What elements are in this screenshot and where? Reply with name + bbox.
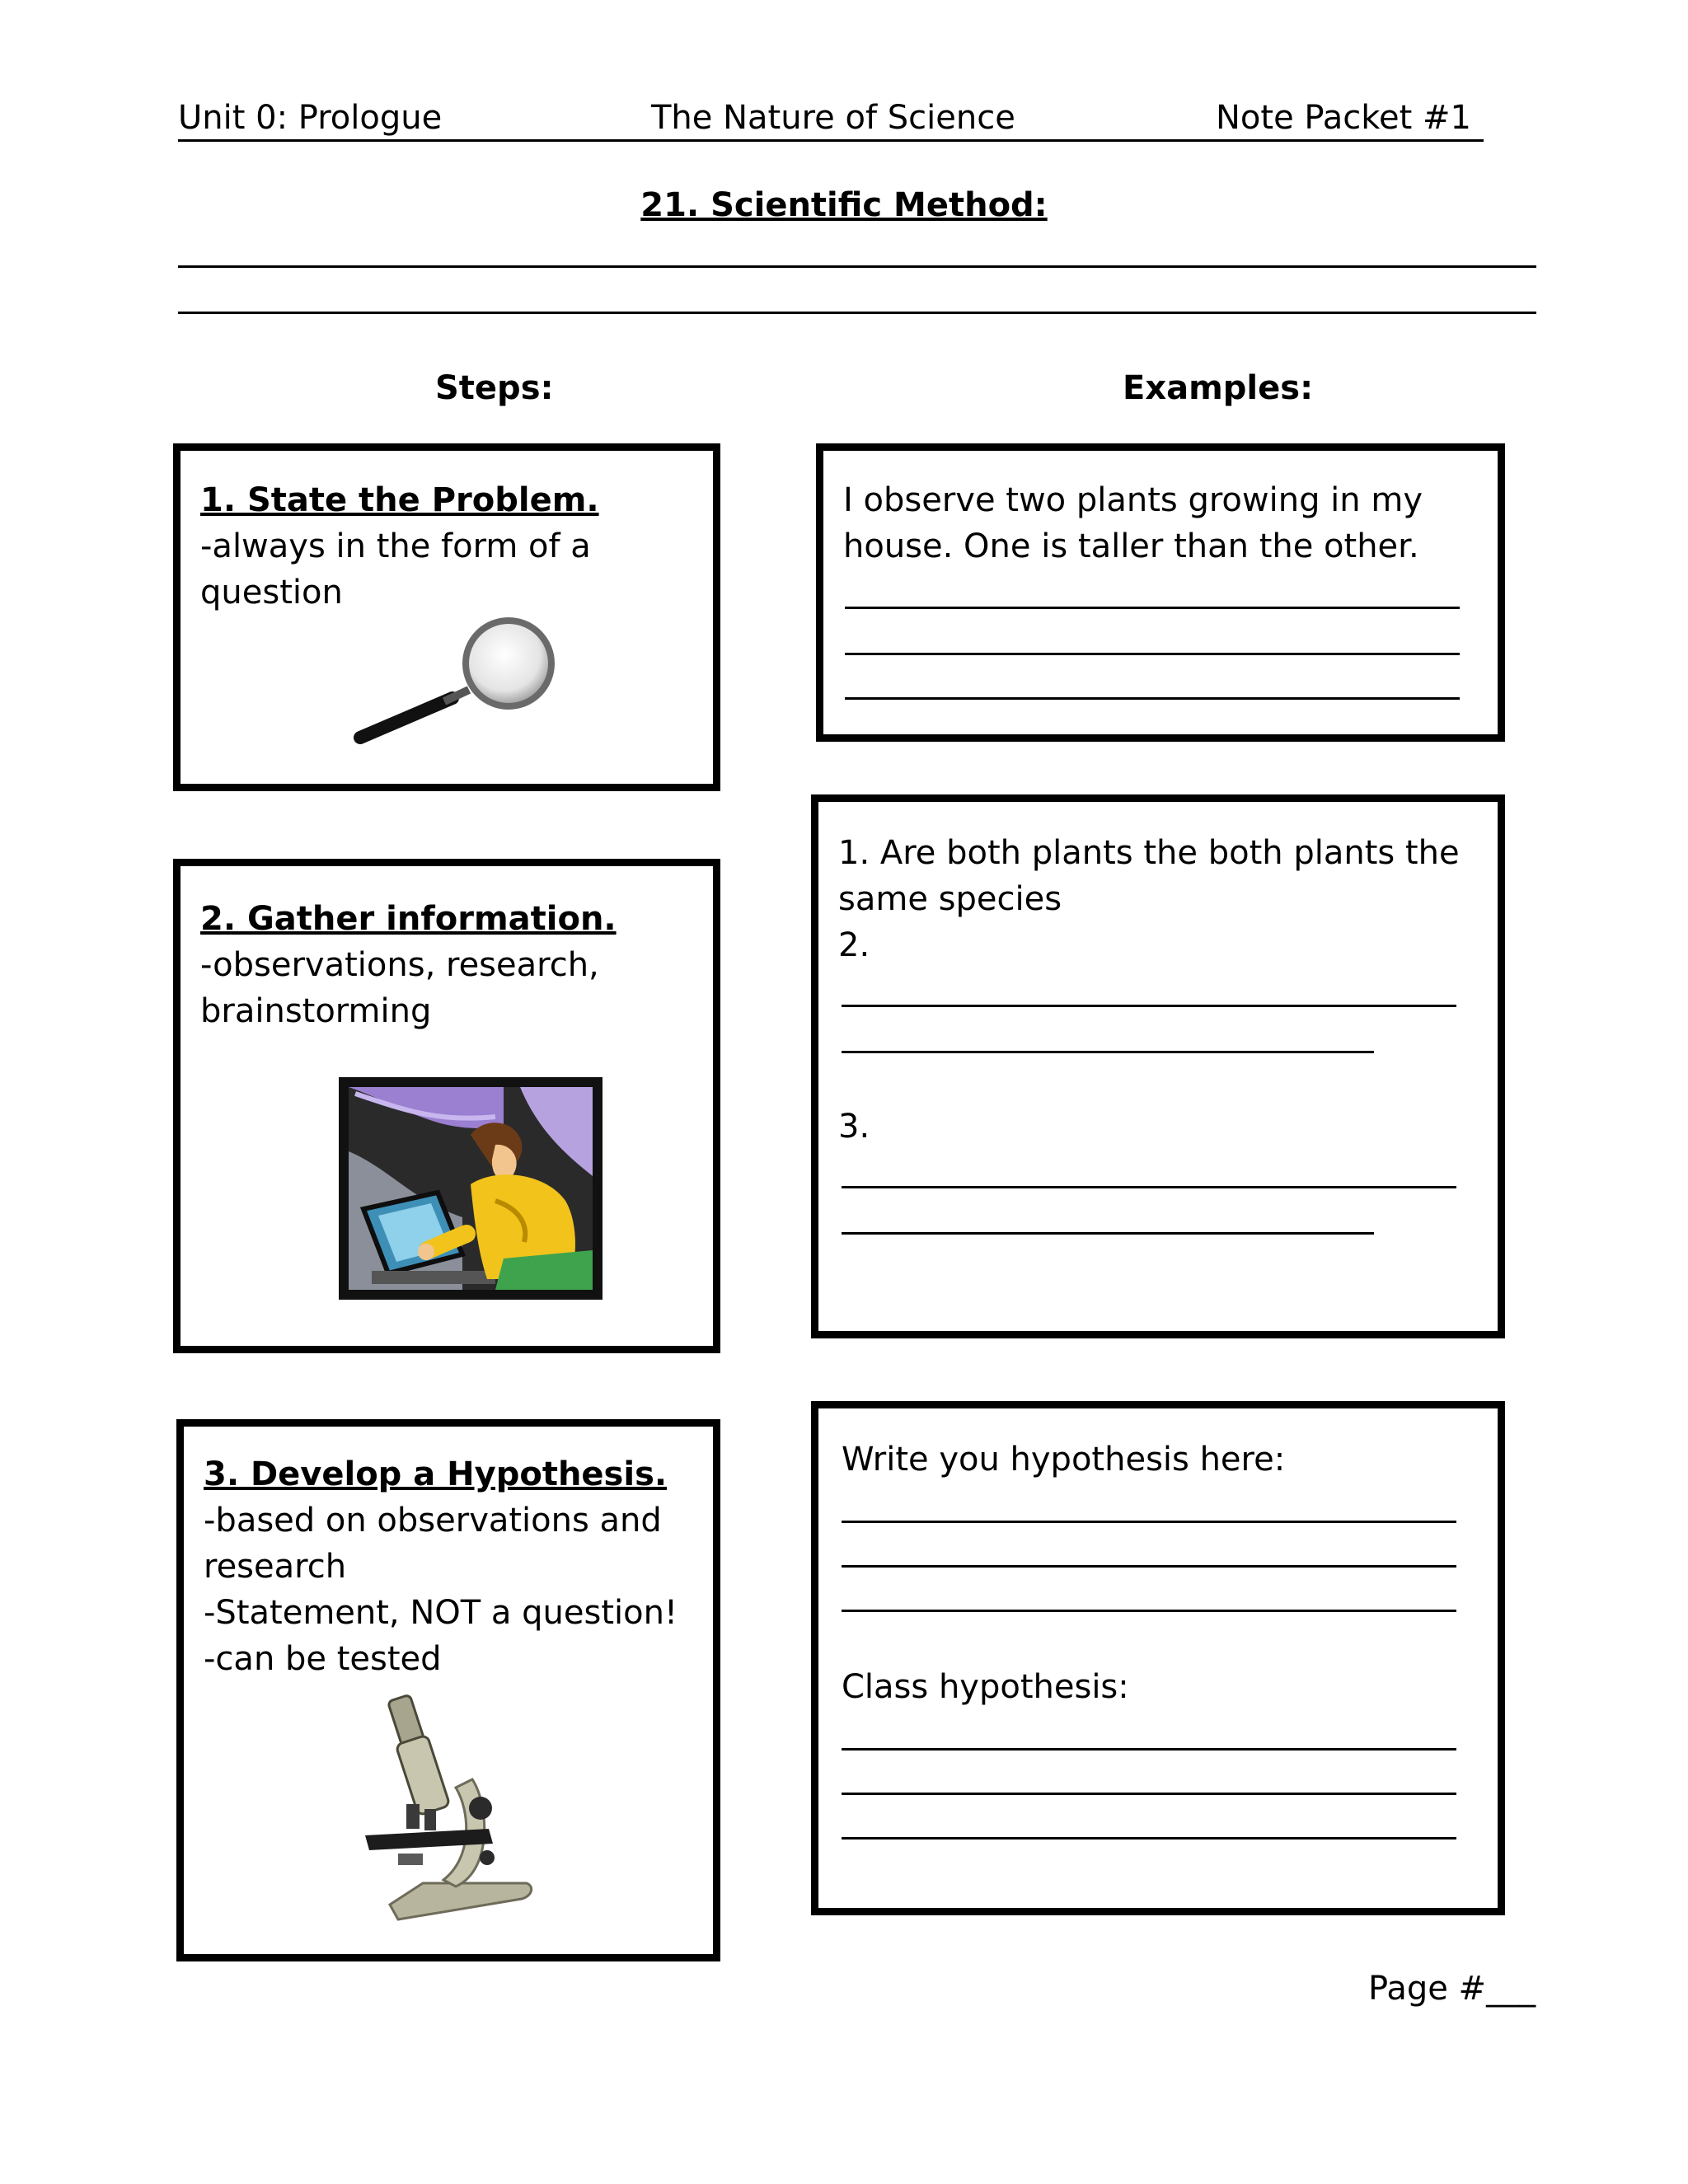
class-hypothesis-prompt: Class hypothesis: [842, 1668, 1129, 1706]
answer-line[interactable] [842, 1521, 1456, 1523]
page-number-label: Page #___ [1368, 1970, 1536, 2008]
definition-line-1 [178, 265, 1536, 268]
answer-line[interactable] [842, 1793, 1456, 1795]
examples-heading: Examples: [1123, 369, 1314, 407]
packet-label: Note Packet #1 [1216, 99, 1471, 137]
person-at-computer-icon [339, 1077, 603, 1300]
answer-line[interactable] [842, 1837, 1456, 1840]
answer-line[interactable] [845, 607, 1460, 609]
step-3-title: 3. Develop a Hypothesis. [204, 1455, 668, 1493]
example-1-line-1: I observe two plants growing in my [843, 481, 1423, 519]
answer-line[interactable] [842, 1186, 1456, 1188]
example-1-box [816, 443, 1505, 742]
magnifying-glass-icon [345, 607, 576, 756]
steps-heading: Steps: [435, 369, 554, 407]
header-rule [178, 139, 1484, 142]
example-1-line-2: house. One is taller than the other. [843, 527, 1419, 565]
step-1-line-1: -always in the form of a [200, 527, 591, 565]
step-1-box [173, 443, 720, 791]
example-2-item-1-cont: same species [838, 880, 1062, 918]
step-2-title: 2. Gather information. [200, 900, 617, 938]
microscope-icon [349, 1689, 546, 1936]
step-2-box [173, 859, 720, 1353]
example-2-item-1: 1. Are both plants the both plants the [838, 834, 1460, 872]
example-2-box [811, 794, 1505, 1338]
document-title: The Nature of Science [651, 99, 1015, 137]
step-2-line-1: -observations, research, [200, 946, 599, 984]
answer-line[interactable] [842, 1232, 1374, 1235]
answer-line[interactable] [842, 1005, 1456, 1007]
step-1-title: 1. State the Problem. [200, 481, 599, 519]
answer-line[interactable] [842, 1051, 1374, 1053]
example-3-box [811, 1401, 1505, 1915]
answer-line[interactable] [842, 1748, 1456, 1750]
answer-line[interactable] [845, 697, 1460, 700]
section-title: 21. Scientific Method: [640, 186, 1048, 224]
example-2-item-2: 2. [838, 926, 870, 964]
step-2-line-2: brainstorming [200, 992, 432, 1030]
step-3-line-1: -based on observations and [204, 1502, 662, 1540]
example-2-item-3: 3. [838, 1108, 870, 1146]
answer-line[interactable] [842, 1565, 1456, 1568]
step-3-line-3: -Statement, NOT a question! [204, 1594, 678, 1632]
step-1-line-2: question [200, 574, 343, 612]
step-3-line-4: -can be tested [204, 1640, 442, 1678]
unit-label: Unit 0: Prologue [178, 99, 443, 137]
step-3-line-2: research [204, 1548, 347, 1586]
step-3-box [176, 1419, 720, 1961]
answer-line[interactable] [845, 653, 1460, 655]
hypothesis-prompt: Write you hypothesis here: [842, 1441, 1286, 1479]
answer-line[interactable] [842, 1610, 1456, 1612]
definition-line-2 [178, 312, 1536, 314]
